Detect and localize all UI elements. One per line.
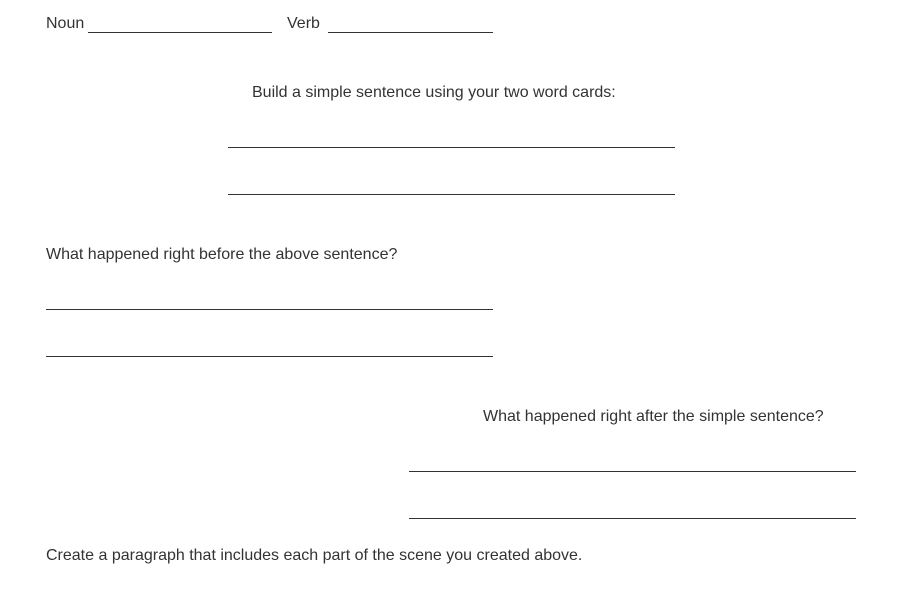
before-blank-2[interactable]	[46, 356, 493, 357]
sentence-blank-2[interactable]	[228, 194, 675, 195]
noun-blank[interactable]	[88, 32, 272, 33]
after-blank-2[interactable]	[409, 518, 856, 519]
before-prompt: What happened right before the above sentence?	[46, 246, 398, 263]
verb-blank[interactable]	[328, 32, 493, 33]
before-blank-1[interactable]	[46, 309, 493, 310]
after-prompt: What happened right after the simple sentence?	[483, 408, 824, 425]
sentence-prompt: Build a simple sentence using your two word cards:	[252, 84, 616, 101]
after-blank-1[interactable]	[409, 471, 856, 472]
noun-label: Noun	[46, 15, 85, 32]
paragraph-prompt: Create a paragraph that includes each part of the scene you created above.	[46, 547, 583, 564]
verb-label: Verb	[287, 15, 320, 32]
sentence-blank-1[interactable]	[228, 147, 675, 148]
